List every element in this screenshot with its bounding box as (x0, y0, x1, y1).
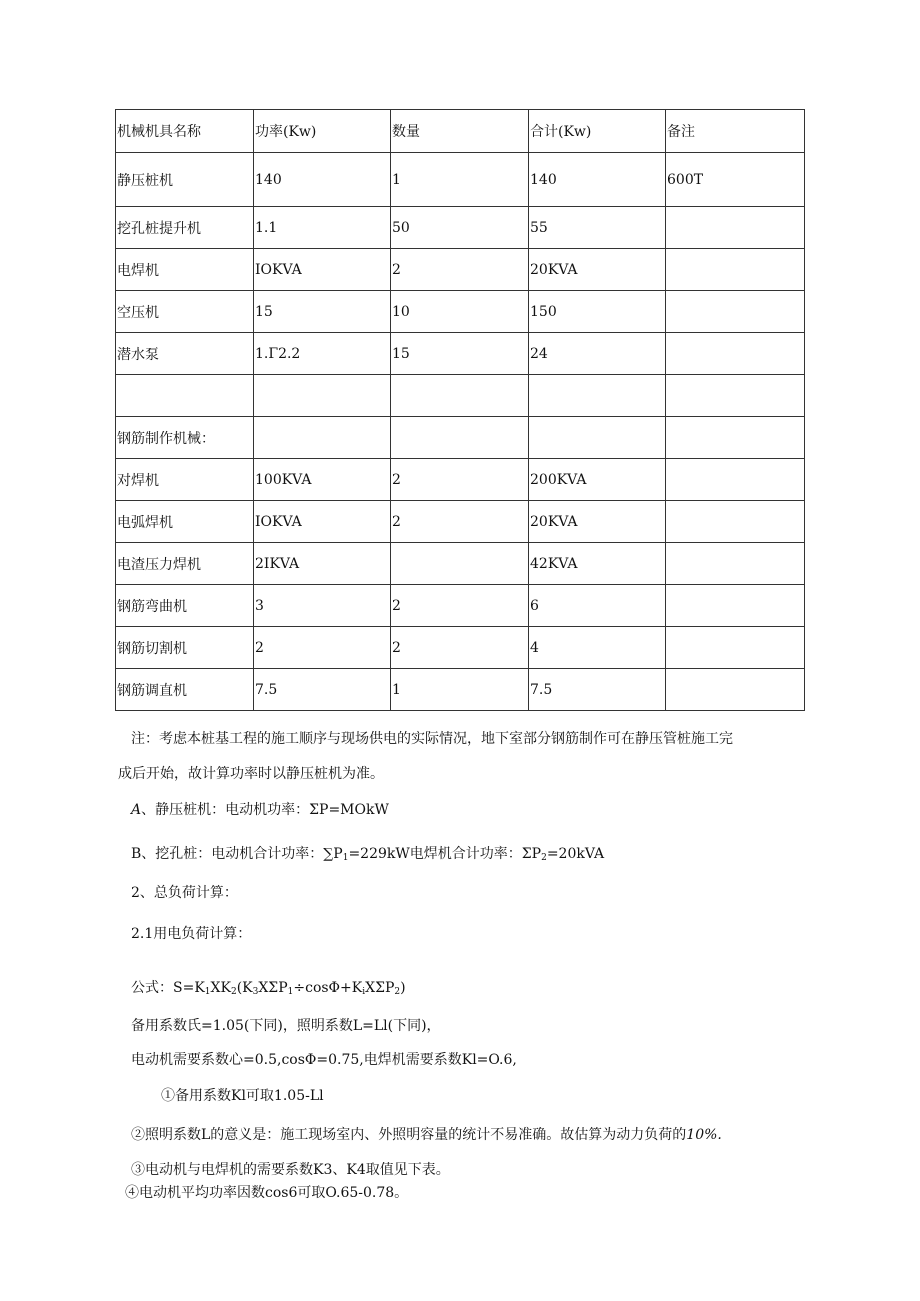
table-cell (391, 543, 529, 585)
table-cell: 钢筋弯曲机 (116, 585, 254, 627)
formula-part: XK (210, 980, 231, 996)
table-cell: 1.Γ2.2 (254, 333, 391, 375)
table-cell (666, 249, 805, 291)
table-row (116, 543, 805, 585)
table-cell (666, 543, 805, 585)
table-row (116, 669, 805, 711)
formula-sub: 2 (230, 987, 237, 997)
table-row (116, 153, 805, 207)
item-b-sub2: 2 (541, 853, 547, 863)
table-cell: 140 (254, 153, 391, 207)
table-cell (116, 375, 254, 417)
table-cell: 7.5 (529, 669, 666, 711)
table-cell: 潜水泵 (116, 333, 254, 375)
table-row (116, 417, 805, 459)
table-cell: 2 (391, 459, 529, 501)
table-cell: 1.1 (254, 207, 391, 249)
table-row (116, 375, 805, 417)
formula-part: ) (400, 980, 406, 996)
table-header-cell: 机械机具名称 (116, 110, 254, 153)
table-cell (391, 375, 529, 417)
table-cell: 15 (254, 291, 391, 333)
table-header-row (116, 110, 805, 153)
formula-part: (K (236, 980, 253, 996)
table-cell: 2 (391, 249, 529, 291)
point-2-percent: 10%. (686, 1127, 722, 1143)
table-cell: 20KVA (529, 501, 666, 543)
formula-sub: 1 (287, 987, 294, 997)
table-cell: 2 (254, 627, 391, 669)
table-header-cell: 备注 (666, 110, 805, 153)
item-b-middle: =229kW电焊机合计功率：ΣP (348, 846, 542, 862)
item-a-letter: A (131, 802, 142, 818)
item-b-sub1: 1 (342, 853, 349, 863)
item-a-text: 、静压桩机：电动机功率：ΣP=MOkW (141, 802, 389, 818)
table-row (116, 207, 805, 249)
section-2-heading: 2、总负荷计算： (131, 885, 238, 901)
table-cell: 空压机 (116, 291, 254, 333)
coefficient-line-1: 备用系数氏=1.05(下同)，照明系数L=Ll(下同)， (131, 1018, 441, 1034)
table-row (116, 291, 805, 333)
table-cell: 4 (529, 627, 666, 669)
table-cell: 200KVA (529, 459, 666, 501)
table-cell: 静压桩机 (116, 153, 254, 207)
table-row (116, 249, 805, 291)
formula-sub: 2 (394, 987, 401, 997)
item-a (131, 800, 389, 820)
table-cell: IOKVA (254, 501, 391, 543)
formula-part: XΣP (258, 980, 288, 996)
table-cell: 2 (391, 501, 529, 543)
table-header-cell: 合计(Kw) (529, 110, 666, 153)
formula-sub: 3 (252, 987, 259, 997)
table-cell: 140 (529, 153, 666, 207)
table-cell (666, 207, 805, 249)
formula-part: ÷cosΦ+K (293, 980, 363, 996)
table-cell: 3 (254, 585, 391, 627)
table-cell: 10 (391, 291, 529, 333)
table-cell (254, 417, 391, 459)
table-cell: 2 (391, 627, 529, 669)
equipment-table (115, 109, 805, 711)
table-cell: 2IKVA (254, 543, 391, 585)
table-cell (529, 417, 666, 459)
equipment-table-body (116, 110, 805, 711)
formula (131, 978, 406, 998)
table-cell: 600T (666, 153, 805, 207)
table-cell: 1 (391, 153, 529, 207)
table-cell (666, 291, 805, 333)
table-row (116, 459, 805, 501)
table-cell (666, 585, 805, 627)
table-cell (666, 627, 805, 669)
table-cell (391, 417, 529, 459)
point-3: ③电动机与电焊机的需要系数K3、K4取值见下表。 (131, 1162, 450, 1178)
section-2-1-heading: 2.1用电负荷计算： (131, 926, 252, 942)
formula-sub: 1 (204, 987, 211, 997)
formula-part: XΣP (365, 980, 395, 996)
table-cell: 42KVA (529, 543, 666, 585)
formula-part: 公式：S=K (131, 980, 205, 996)
table-row (116, 333, 805, 375)
table-cell: 150 (529, 291, 666, 333)
point-4: ④电动机平均功率因数cos6可取O.65-0.78。 (125, 1185, 409, 1201)
table-cell: 钢筋切割机 (116, 627, 254, 669)
table-cell: 1 (391, 669, 529, 711)
formula-sub: i (362, 987, 366, 997)
table-header-cell: 功率(Kw) (254, 110, 391, 153)
point-1: ①备用系数Kl可取1.05-Ll (161, 1088, 324, 1104)
table-cell: 电弧焊机 (116, 501, 254, 543)
coefficient-line-2: 电动机需要系数心=0.5,cosΦ=0.75,电焊机需要系数Kl=O.6, (131, 1052, 517, 1068)
table-cell: 电焊机 (116, 249, 254, 291)
table-row (116, 585, 805, 627)
note-line-1: 注：考虑本桩基工程的施工顺序与现场供电的实际情况，地下室部分钢筋制作可在静压管桩施工完 (131, 731, 733, 747)
note-line-2: 成后开始，故计算功率时以静压桩机为准。 (118, 766, 384, 782)
table-header-cell: 数量 (391, 110, 529, 153)
table-cell: 20KVA (529, 249, 666, 291)
point-2 (131, 1125, 722, 1145)
table-row (116, 627, 805, 669)
table-cell (666, 375, 805, 417)
table-cell: 2 (391, 585, 529, 627)
table-cell (666, 669, 805, 711)
table-cell: 55 (529, 207, 666, 249)
table-cell: IOKVA (254, 249, 391, 291)
table-cell: 100KVA (254, 459, 391, 501)
table-cell (666, 501, 805, 543)
table-cell: 50 (391, 207, 529, 249)
table-row (116, 501, 805, 543)
table-cell: 7.5 (254, 669, 391, 711)
point-2-text: ②照明系数L的意义是：施工现场室内、外照明容量的统计不易准确。故估算为动力负荷的 (131, 1127, 687, 1143)
table-cell (254, 375, 391, 417)
table-cell (529, 375, 666, 417)
table-cell: 对焊机 (116, 459, 254, 501)
item-b-prefix: B、挖孔桩：电动机合计功率：∑P (131, 846, 343, 862)
table-cell: 电渣压力焊机 (116, 543, 254, 585)
table-cell: 24 (529, 333, 666, 375)
table-cell: 挖孔桩提升机 (116, 207, 254, 249)
item-b (131, 844, 604, 864)
item-b-suffix: =20kVA (546, 846, 605, 862)
table-cell (666, 459, 805, 501)
table-cell (666, 333, 805, 375)
table-cell: 钢筋调直机 (116, 669, 254, 711)
table-cell: 15 (391, 333, 529, 375)
table-cell (666, 417, 805, 459)
table-cell: 6 (529, 585, 666, 627)
table-cell: 钢筋制作机械： (116, 417, 254, 459)
